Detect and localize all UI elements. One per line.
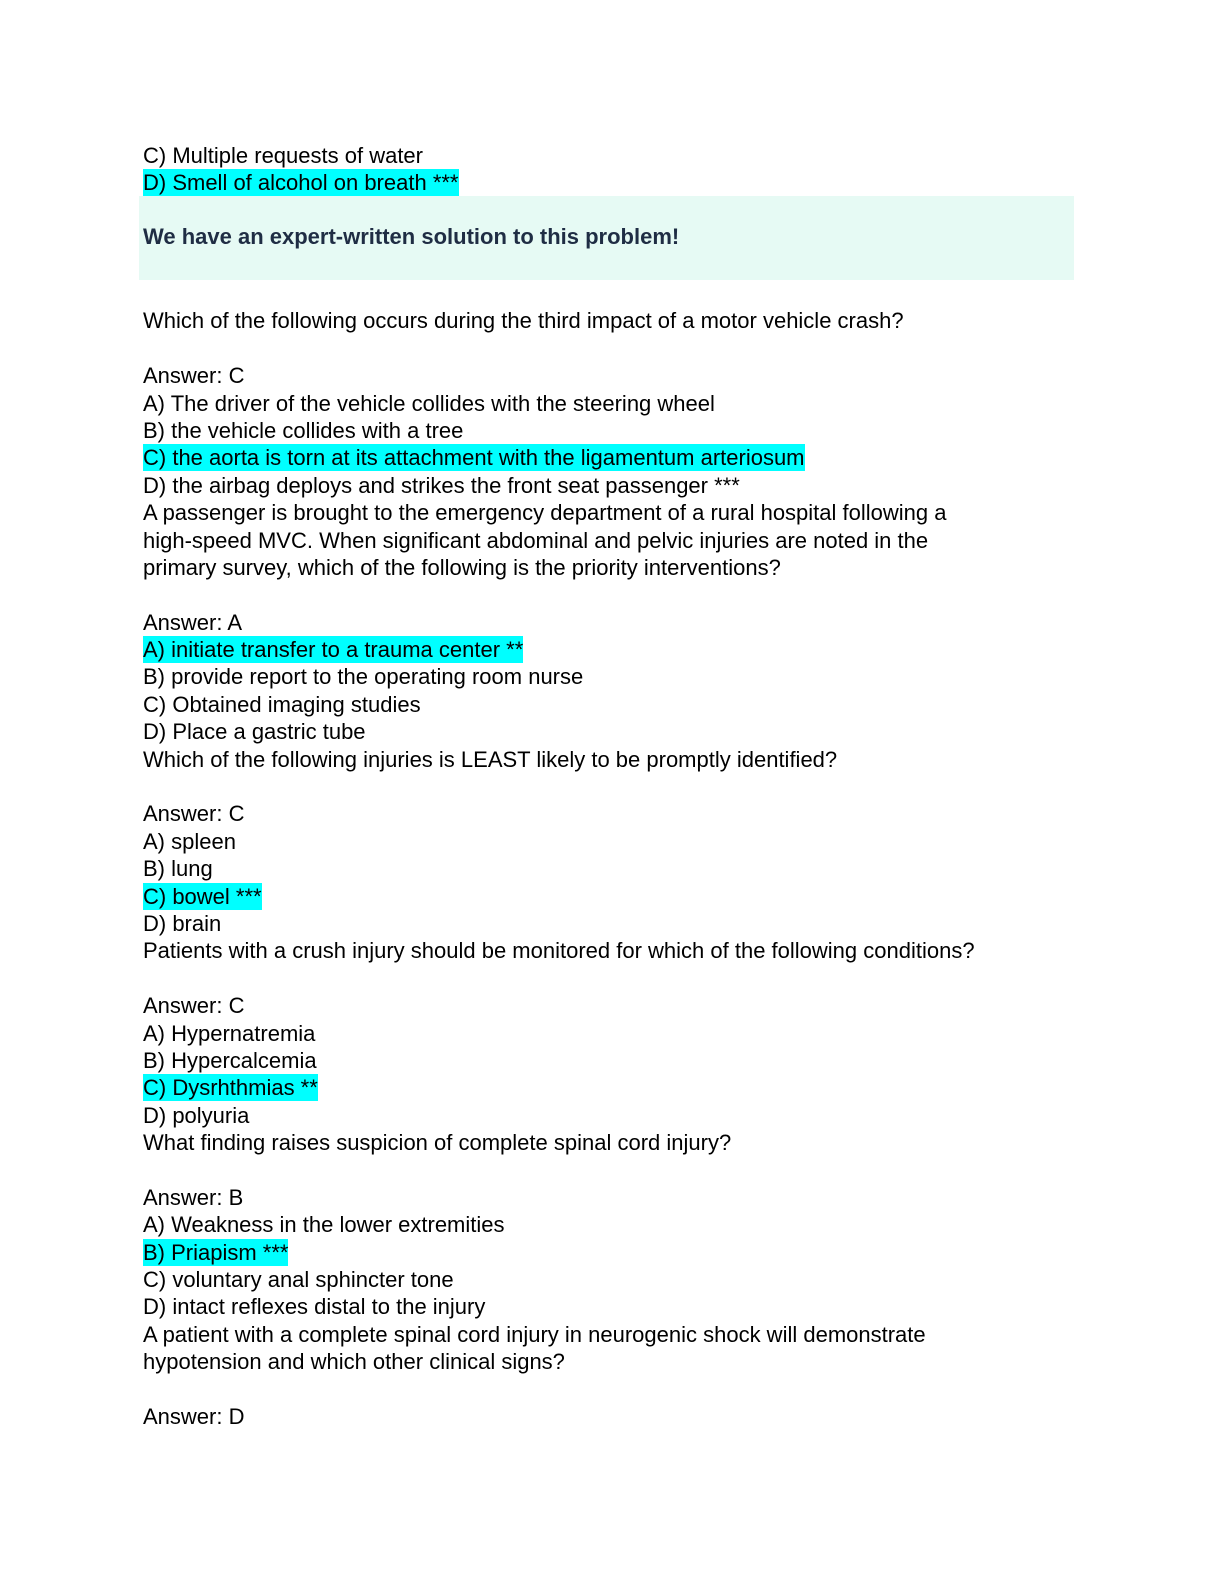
top-options (143, 142, 1083, 197)
answer-label: Answer: B (143, 1184, 244, 1210)
question-block (143, 1129, 1083, 1321)
option-line (143, 390, 1083, 417)
option-text: A) The driver of the vehicle collides with the steering wheel (143, 390, 715, 416)
spacer (143, 1376, 1083, 1403)
option-text: D) polyuria (143, 1102, 250, 1128)
option-text: D) brain (143, 910, 222, 936)
option-text: B) provide report to the operating room nurse (143, 664, 584, 690)
option-text: C) voluntary anal sphincter tone (143, 1267, 454, 1293)
option-line (143, 1211, 1083, 1238)
option-line (143, 1047, 1083, 1074)
option-text-highlighted: B) Priapism *** (143, 1239, 289, 1265)
option-line (143, 883, 1083, 910)
answer-label: Answer: D (143, 1404, 245, 1430)
question-block (143, 746, 1083, 938)
question-block (143, 1321, 1083, 1431)
option-line (143, 691, 1083, 718)
option-text-highlighted: A) initiate transfer to a trauma center ** (143, 637, 524, 663)
option-line (143, 1102, 1083, 1129)
option-line (143, 1020, 1083, 1047)
spacer (143, 581, 1083, 608)
answer-label: Answer: A (143, 609, 243, 635)
question-text: A passenger is brought to the emergency department of a rural hospital following a (143, 500, 947, 526)
solution-banner-text[interactable]: We have an expert-written solution to this problem! (143, 224, 680, 249)
spacer (143, 965, 1083, 992)
option-line (143, 910, 1083, 937)
option-text: B) lung (143, 856, 213, 882)
question-text: A patient with a complete spinal cord injury in neurogenic shock will demonstrate (143, 1321, 926, 1347)
question-text: Which of the following occurs during the third impact of a motor vehicle crash? (143, 308, 904, 334)
option-line (143, 444, 1083, 471)
option-text: A) Weakness in the lower extremities (143, 1212, 505, 1238)
option-line (143, 636, 1083, 663)
option-line (143, 718, 1083, 745)
question-block (143, 937, 1083, 1129)
question-text: high-speed MVC. When significant abdominal and pelvic injuries are noted in the (143, 527, 929, 553)
option-text: D) intact reflexes distal to the injury (143, 1294, 486, 1320)
question-text: primary survey, which of the following is the priority interventions? (143, 554, 781, 580)
question-list (143, 280, 1083, 1430)
option-line (143, 1074, 1083, 1101)
question-block (143, 280, 1083, 499)
question-text: Which of the following injuries is LEAST likely to be promptly identified? (143, 746, 838, 772)
option-text-highlighted: C) Dysrhthmias ** (143, 1075, 318, 1101)
option-line (143, 472, 1083, 499)
option-line (143, 1293, 1083, 1320)
option-text-highlighted: C) bowel *** (143, 883, 262, 909)
option-text: D) Place a gastric tube (143, 719, 366, 745)
spacer (143, 1157, 1083, 1184)
option-text: C) Multiple requests of water (143, 143, 423, 168)
solution-banner[interactable] (139, 196, 1074, 280)
option-text: D) the airbag deploys and strikes the front seat passenger *** (143, 472, 740, 498)
option-text-highlighted: D) Smell of alcohol on breath *** (143, 170, 459, 196)
option-line (143, 169, 1083, 196)
option-line (143, 142, 1083, 169)
answer-label: Answer: C (143, 363, 245, 389)
option-text-highlighted: C) the aorta is torn at its attachment with the ligamentum arteriosum (143, 445, 805, 471)
question-block (143, 499, 1083, 746)
option-text: A) spleen (143, 828, 236, 854)
answer-label: Answer: C (143, 993, 245, 1019)
option-line (143, 417, 1083, 444)
spacer (143, 280, 1083, 307)
option-text: B) the vehicle collides with a tree (143, 417, 464, 443)
question-text: hypotension and which other clinical signs? (143, 1349, 565, 1375)
spacer (143, 335, 1083, 362)
option-line (143, 1239, 1083, 1266)
option-text: B) Hypercalcemia (143, 1047, 317, 1073)
option-line (143, 855, 1083, 882)
spacer (143, 773, 1083, 800)
option-text: C) Obtained imaging studies (143, 691, 421, 717)
option-text: A) Hypernatremia (143, 1020, 316, 1046)
option-line (143, 1266, 1083, 1293)
question-text: What finding raises suspicion of complete spinal cord injury? (143, 1130, 732, 1156)
answer-label: Answer: C (143, 801, 245, 827)
question-text: Patients with a crush injury should be monitored for which of the following conditions? (143, 938, 975, 964)
option-line (143, 828, 1083, 855)
option-line (143, 663, 1083, 690)
